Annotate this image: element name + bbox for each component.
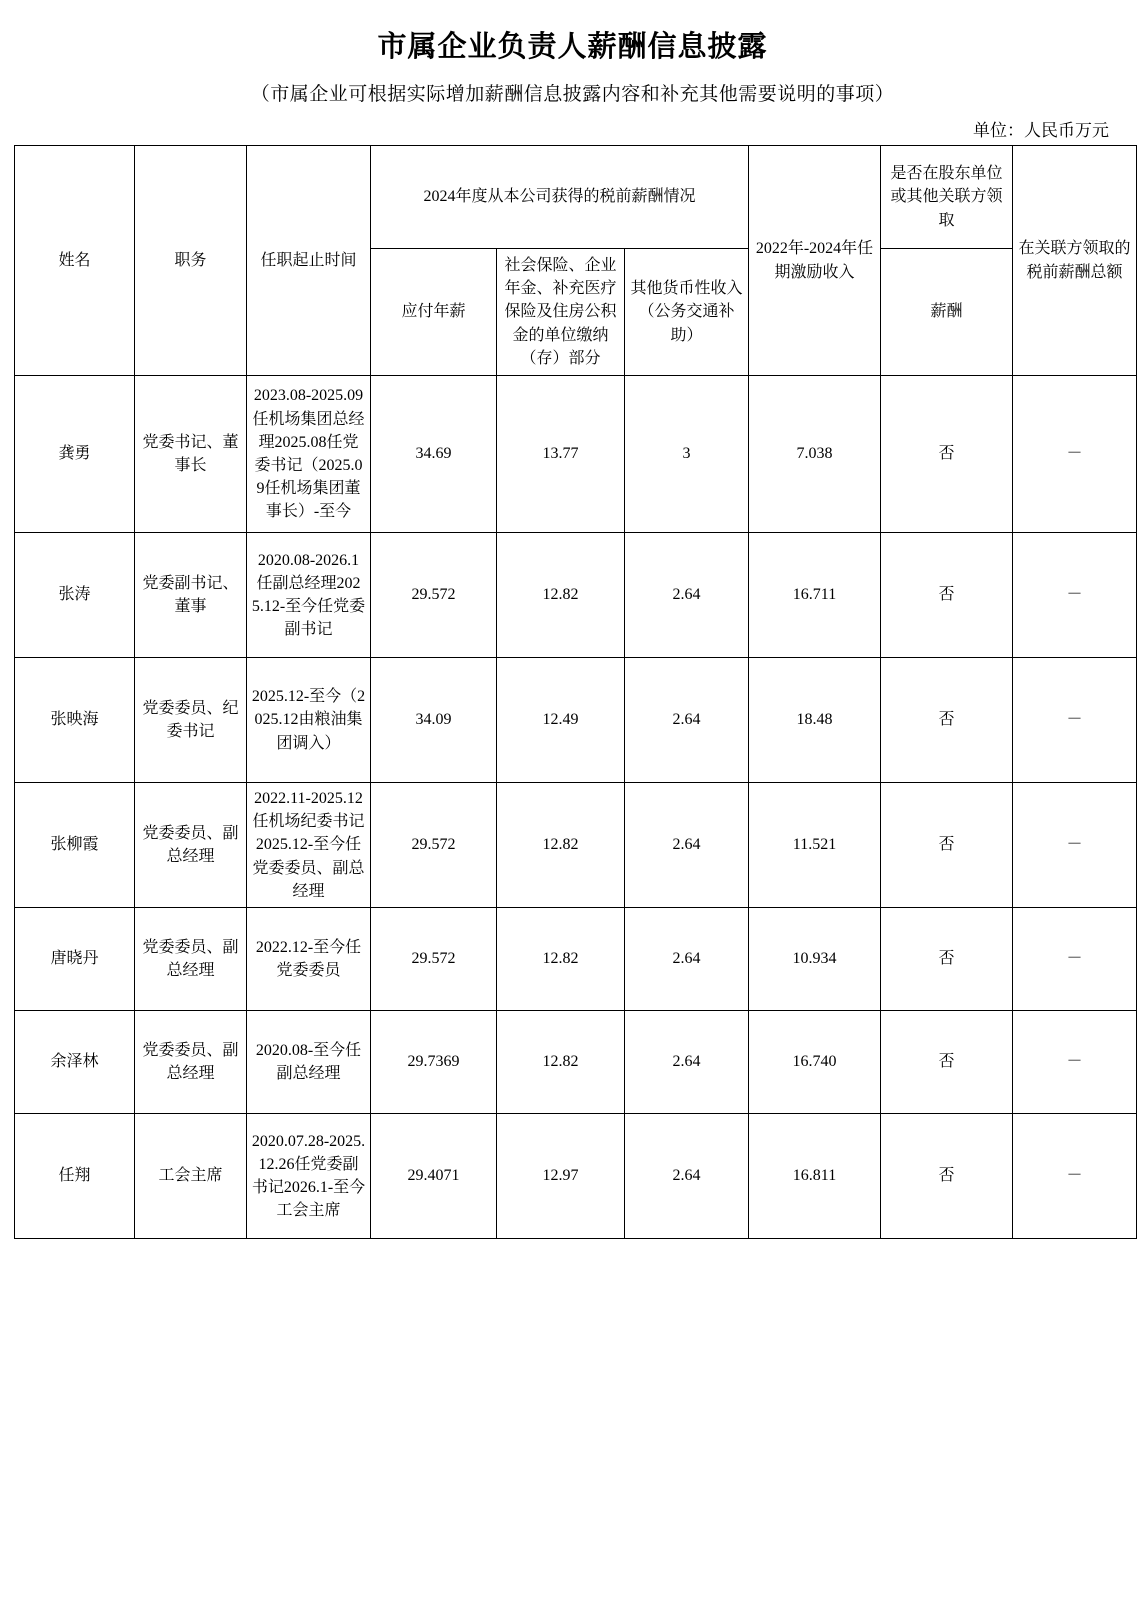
cell-incentive: 11.521: [749, 783, 881, 908]
unit-note: 单位：人民币万元: [973, 121, 1109, 140]
cell-position: 党委委员、副总经理: [135, 1011, 247, 1114]
header-incentive: 2022年-2024年任期激励收入: [749, 146, 881, 376]
cell-term: 2020.08-2026.1 任副总经理2025.12-至今任党委副书记: [247, 533, 371, 658]
table-row: [15, 1114, 1137, 1239]
cell-related-party-salary: 否: [881, 376, 1013, 533]
cell-incentive: 7.038: [749, 376, 881, 533]
header-position: 职务: [135, 146, 247, 376]
cell-annual-salary: 29.572: [371, 908, 497, 1011]
header-name: 姓名: [15, 146, 135, 376]
table-row: [15, 533, 1137, 658]
table-row: [15, 783, 1137, 908]
page-subtitle: （市属企业可根据实际增加薪酬信息披露内容和补充其他需要说明的事项）: [250, 84, 895, 105]
header-pretax-group: 2024年度从本公司获得的税前薪酬情况: [371, 146, 749, 249]
cell-annual-salary: 29.4071: [371, 1114, 497, 1239]
cell-insurance: 12.49: [497, 658, 625, 783]
cell-related-party-salary: 否: [881, 1114, 1013, 1239]
cell-related-party-total: －: [1013, 1011, 1137, 1114]
cell-position: 党委委员、副总经理: [135, 783, 247, 908]
cell-insurance: 13.77: [497, 376, 625, 533]
cell-related-party-total: －: [1013, 908, 1137, 1011]
table-row: [15, 1011, 1137, 1114]
cell-position: 党委书记、董事长: [135, 376, 247, 533]
cell-annual-salary: 29.7369: [371, 1011, 497, 1114]
header-annual-salary: 应付年薪: [371, 249, 497, 376]
cell-term: 2022.11-2025.12 任机场纪委书记2025.12-至今任党委委员、副总经理: [247, 783, 371, 908]
cell-name: 龚勇: [15, 376, 135, 533]
cell-position: 党委副书记、董事: [135, 533, 247, 658]
cell-name: 唐晓丹: [15, 908, 135, 1011]
cell-related-party-salary: 否: [881, 1011, 1013, 1114]
cell-position: 工会主席: [135, 1114, 247, 1239]
header-related-party-group: 是否在股东单位或其他关联方领取: [881, 146, 1013, 249]
cell-term: 2020.08-至今任副总经理: [247, 1011, 371, 1114]
cell-related-party-total: －: [1013, 533, 1137, 658]
header-related-party-salary: 薪酬: [881, 249, 1013, 376]
cell-other-cash: 2.64: [625, 533, 749, 658]
header-row-top: [15, 146, 1137, 249]
cell-incentive: 16.711: [749, 533, 881, 658]
salary-disclosure-table: [14, 145, 1137, 1239]
cell-other-cash: 2.64: [625, 658, 749, 783]
cell-name: 余泽林: [15, 1011, 135, 1114]
cell-related-party-salary: 否: [881, 533, 1013, 658]
cell-annual-salary: 29.572: [371, 783, 497, 908]
header-related-party-total: 在关联方领取的税前薪酬总额: [1013, 146, 1137, 376]
cell-insurance: 12.82: [497, 1011, 625, 1114]
cell-name: 张涛: [15, 533, 135, 658]
cell-annual-salary: 34.09: [371, 658, 497, 783]
header-insurance: 社会保险、企业年金、补充医疗保险及住房公积金的单位缴纳（存）部分: [497, 249, 625, 376]
cell-insurance: 12.82: [497, 533, 625, 658]
cell-related-party-total: －: [1013, 658, 1137, 783]
cell-incentive: 16.811: [749, 1114, 881, 1239]
cell-position: 党委委员、副总经理: [135, 908, 247, 1011]
cell-name: 张映海: [15, 658, 135, 783]
cell-insurance: 12.82: [497, 783, 625, 908]
cell-other-cash: 2.64: [625, 1114, 749, 1239]
cell-related-party-salary: 否: [881, 908, 1013, 1011]
cell-insurance: 12.97: [497, 1114, 625, 1239]
cell-annual-salary: 34.69: [371, 376, 497, 533]
table-row: [15, 658, 1137, 783]
table-body: [15, 376, 1137, 1239]
cell-related-party-total: －: [1013, 376, 1137, 533]
page-title: 市属企业负责人薪酬信息披露: [377, 31, 768, 63]
cell-position: 党委委员、纪委书记: [135, 658, 247, 783]
cell-related-party-salary: 否: [881, 658, 1013, 783]
cell-name: 任翔: [15, 1114, 135, 1239]
cell-term: 2020.07.28-2025.12.26任党委副书记2026.1-至今工会主席: [247, 1114, 371, 1239]
table-row: [15, 376, 1137, 533]
cell-insurance: 12.82: [497, 908, 625, 1011]
table-header: [15, 146, 1137, 376]
cell-related-party-total: －: [1013, 1114, 1137, 1239]
cell-incentive: 18.48: [749, 658, 881, 783]
cell-term: 2025.12-至今（2025.12由粮油集团调入）: [247, 658, 371, 783]
header-term: 任职起止时间: [247, 146, 371, 376]
cell-term: 2022.12-至今任党委委员: [247, 908, 371, 1011]
cell-annual-salary: 29.572: [371, 533, 497, 658]
cell-incentive: 16.740: [749, 1011, 881, 1114]
cell-incentive: 10.934: [749, 908, 881, 1011]
table-row: [15, 908, 1137, 1011]
cell-other-cash: 2.64: [625, 1011, 749, 1114]
cell-other-cash: 2.64: [625, 908, 749, 1011]
header-other-cash: 其他货币性收入（公务交通补助）: [625, 249, 749, 376]
cell-related-party-total: －: [1013, 783, 1137, 908]
cell-related-party-salary: 否: [881, 783, 1013, 908]
cell-other-cash: 2.64: [625, 783, 749, 908]
cell-other-cash: 3: [625, 376, 749, 533]
cell-term: 2023.08-2025.09任机场集团总经理2025.08任党委书记（2025.09任机场集团董事长）-至今: [247, 376, 371, 533]
cell-name: 张柳霞: [15, 783, 135, 908]
